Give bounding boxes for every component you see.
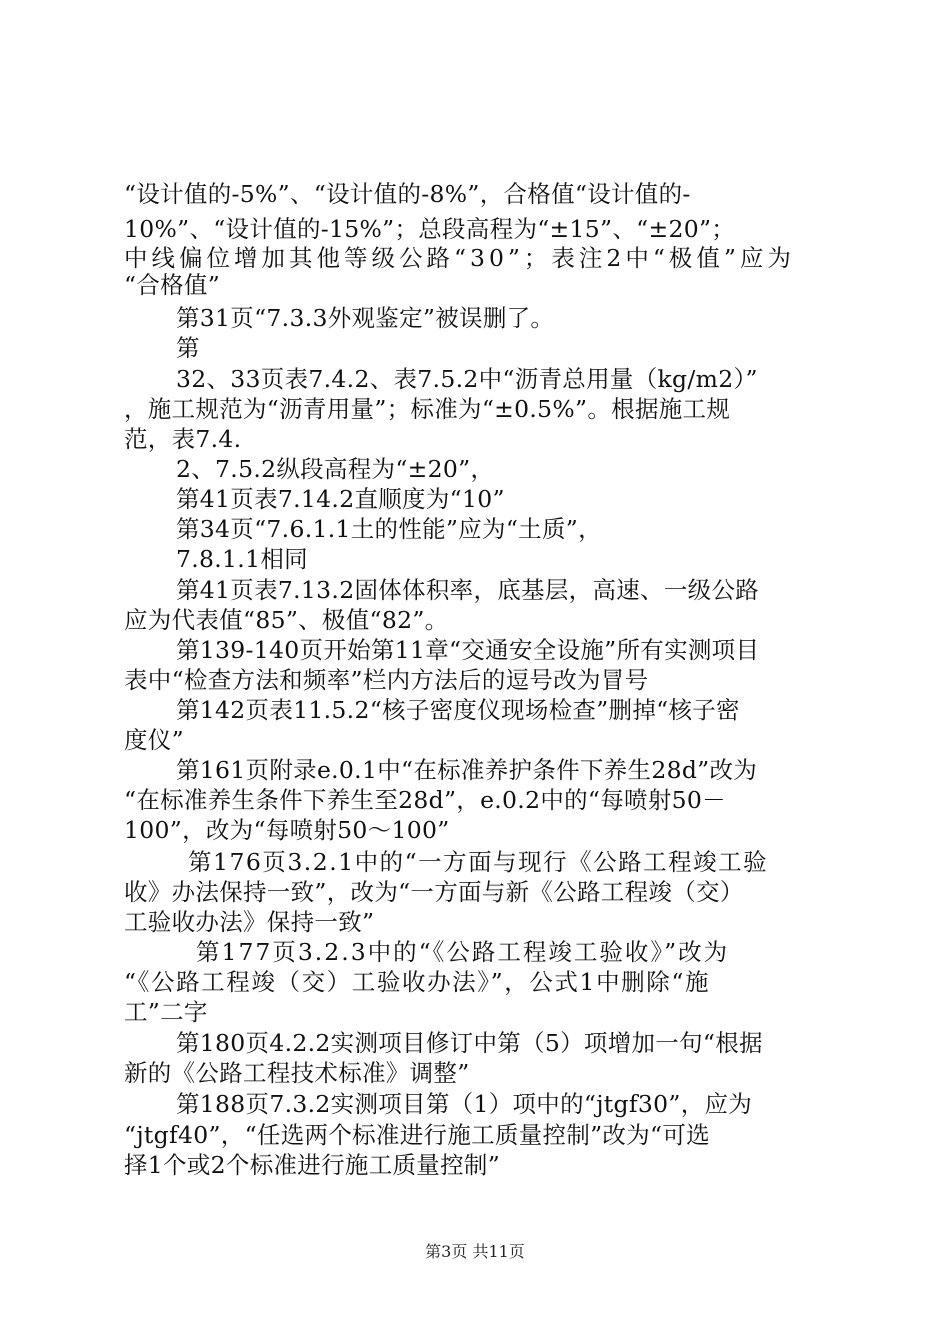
- text-line-29: 第180页4.2.2实测项目修订中第（5）项增加一句“根据: [176, 1029, 763, 1057]
- page-footer: 第3页 共11页: [425, 1242, 525, 1261]
- text-line-6: 第: [176, 334, 200, 362]
- text-line-2: 10%”、“设计值的-15%”；总段高程为“±15”、“±20”；: [124, 215, 736, 243]
- text-line-13: 7.8.1.1相同: [176, 545, 308, 573]
- text-line-16: 第139-140页开始第11章“交通安全设施”所有实测项目: [176, 636, 760, 664]
- text-line-27: “《公路工程竣（交）工验收办法》”，公式1中删除“施: [124, 968, 711, 996]
- text-line-26: 第177页3.2.3中的“《公路工程竣工验收》”改为: [196, 938, 730, 966]
- text-line-20: 第161页附录e.0.1中“在标准养护条件下养生28d”改为: [176, 756, 758, 784]
- text-line-4: “合格值”: [124, 271, 221, 299]
- text-line-3: 中线偏位增加其他等级公路“30”；表注2中“极值”应为: [124, 244, 795, 272]
- text-line-14: 第41页表7.13.2固体体积率，底基层，高速、一级公路: [176, 576, 760, 604]
- text-line-12: 第34页“7.6.1.1土的性能”应为“土质”，: [176, 515, 602, 543]
- text-line-32: “jtgf40”，“任选两个标准进行施工质量控制”改为“可选: [124, 1121, 710, 1149]
- text-line-22: 100”，改为“每喷射50～100”: [124, 816, 450, 844]
- text-line-11: 第41页表7.14.2直顺度为“10”: [176, 485, 505, 513]
- text-line-28: 工”二字: [124, 998, 208, 1026]
- text-line-33: 择1个或2个标准进行施工质量控制”: [124, 1151, 501, 1179]
- text-line-7: 32、33页表7.4.2、表7.5.2中“沥青总用量（kg/m2）”: [176, 365, 758, 393]
- text-line-31: 第188页7.3.2实测项目第（1）项中的“jtgf30”，应为: [176, 1090, 753, 1118]
- text-line-8: ，施工规范为“沥青用量”；标准为“±0.5%”。根据施工规: [124, 395, 731, 423]
- text-line-9: 范，表7.4.: [124, 425, 242, 453]
- text-line-1: “设计值的-5%”、“设计值的-8%”，合格值“设计值的-: [124, 180, 691, 208]
- text-line-25: 工验收办法》保持一致”: [124, 908, 375, 936]
- text-line-23: 第176页3.2.1中的“一方面与现行《公路工程竣工验: [188, 848, 769, 876]
- text-line-10: 2、7.5.2纵段高程为“±20”，: [176, 455, 495, 483]
- text-line-24: 收》办法保持一致”，改为“一方面与新《公路工程竣（交）: [124, 878, 744, 906]
- text-line-30: 新的《公路工程技术标准》调整”: [124, 1059, 470, 1087]
- text-line-5: 第31页“7.3.3外观鉴定”被误删了。: [176, 304, 555, 332]
- text-line-17: 表中“检查方法和频率”栏内方法后的逗号改为冒号: [124, 666, 649, 694]
- text-line-15: 应为代表值“85”、极值“82”。: [124, 606, 449, 634]
- text-line-19: 度仪”: [124, 726, 184, 754]
- text-line-21: “在标准养生条件下养生至28d”，e.0.2中的“每喷射50－: [124, 786, 726, 814]
- text-line-18: 第142页表11.5.2“核子密度仪现场检查”删掉“核子密: [176, 696, 740, 724]
